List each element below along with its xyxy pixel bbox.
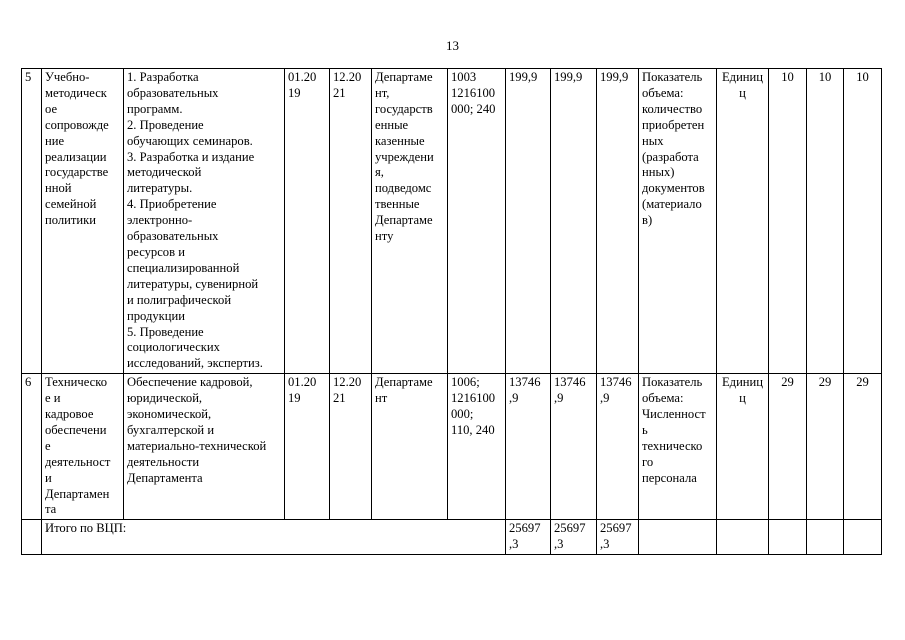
indicator-cell: Показатель объема: Численност ь техническо го персонала (639, 374, 717, 520)
task-name-cell: Учебно- методическ ое сопровожде ние реализации государстве нной семейной политики (42, 69, 124, 374)
total-empty-cell (769, 520, 807, 555)
executor-cell: Департаме нт, государств енные казенные учреждени я, подведомс твенные Департаме нту (372, 69, 448, 374)
target-year3-cell: 10 (844, 69, 882, 374)
funding-year1-cell: 199,9 (506, 69, 551, 374)
task-name-cell: Техническо е и кадровое обеспечени е деятельност и Департамен та (42, 374, 124, 520)
funding-year3-cell: 199,9 (597, 69, 639, 374)
budget-code-cell: 1003 1216100 000; 240 (448, 69, 506, 374)
activities-cell: 1. Разработка образовательных программ. 2. Проведение обучающих семинаров. 3. Разработка и издание методической литературы. 4. Приобретение электронно- образовательных ресурсов и специализированной литературы, сувенирной и полиграфической продукции 5. Проведение социологических исследований, экспертиз. (124, 69, 285, 374)
funding-year1-cell: 13746 ,9 (506, 374, 551, 520)
total-empty-cell (717, 520, 769, 555)
indicator-cell: Показатель объема: количество приобретен ных (разработа нных) документов (материало в) (639, 69, 717, 374)
target-year2-cell: 10 (807, 69, 844, 374)
row-number-cell: 6 (22, 374, 42, 520)
unit-cell: Единиц ц (717, 69, 769, 374)
funding-year3-cell: 13746 ,9 (597, 374, 639, 520)
total-empty-cell (639, 520, 717, 555)
funding-year2-cell: 199,9 (551, 69, 597, 374)
total-row (22, 520, 882, 555)
start-date-cell: 01.20 19 (285, 374, 330, 520)
program-table (21, 68, 882, 555)
unit-cell: Единиц ц (717, 374, 769, 520)
target-year2-cell: 29 (807, 374, 844, 520)
row-number-cell: 5 (22, 69, 42, 374)
table-row (22, 374, 882, 520)
total-empty-cell (22, 520, 42, 555)
target-year1-cell: 29 (769, 374, 807, 520)
funding-year2-cell: 13746 ,9 (551, 374, 597, 520)
total-label-cell: Итого по ВЦП: (42, 520, 506, 555)
start-date-cell: 01.20 19 (285, 69, 330, 374)
total-year1-cell: 25697 ,3 (506, 520, 551, 555)
total-empty-cell (807, 520, 844, 555)
total-empty-cell (844, 520, 882, 555)
target-year1-cell: 10 (769, 69, 807, 374)
executor-cell: Департаме нт (372, 374, 448, 520)
budget-code-cell: 1006; 1216100 000; 110, 240 (448, 374, 506, 520)
activities-cell: Обеспечение кадровой, юридической, экономической, бухгалтерской и материально-технической деятельности Департамента (124, 374, 285, 520)
page-number: 13 (446, 38, 459, 53)
total-year3-cell: 25697 ,3 (597, 520, 639, 555)
target-year3-cell: 29 (844, 374, 882, 520)
total-year2-cell: 25697 ,3 (551, 520, 597, 555)
end-date-cell: 12.20 21 (330, 374, 372, 520)
table-row (22, 69, 882, 374)
end-date-cell: 12.20 21 (330, 69, 372, 374)
